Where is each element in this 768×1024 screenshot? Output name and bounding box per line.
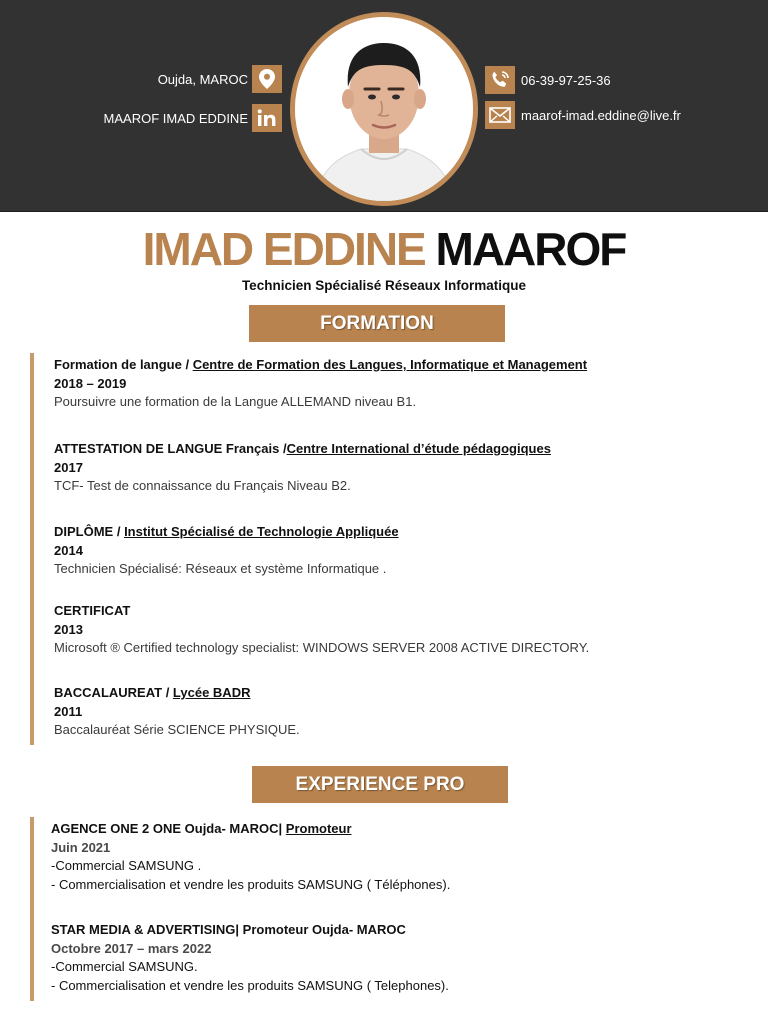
full-name (0, 222, 768, 276)
formation-item (54, 684, 300, 740)
formation-desc: Poursuivre une formation de la Langue ALLEMAND niveau B1. (54, 394, 417, 409)
linkedin-text: MAAROF IMAD EDDINE (103, 110, 248, 126)
linkedin-icon (252, 104, 282, 132)
experience-section-title: EXPERIENCE PRO (252, 766, 508, 803)
experience-date: Octobre 2017 – mars 2022 (51, 940, 212, 956)
formation-desc: Microsoft ® Certified technology specialist: WINDOWS SERVER 2008 ACTIVE DIRECTORY. (54, 640, 590, 655)
last-name: MAAROF (435, 223, 626, 275)
experience-item (51, 820, 450, 894)
formation-date: 2017 (54, 459, 83, 475)
formation-date: 2013 (54, 621, 83, 637)
phone-icon (485, 66, 515, 94)
formation-item (54, 523, 399, 579)
experience-line: -Commercial SAMSUNG . (51, 858, 202, 873)
email-contact (485, 101, 681, 129)
formation-head: DIPLÔME / (54, 524, 125, 539)
formation-desc: Baccalauréat Série SCIENCE PHYSIQUE. (54, 722, 300, 737)
experience-head: STAR MEDIA & ADVERTISING| Promoteur Oujda- MAROC (51, 922, 406, 937)
profile-photo-frame (290, 12, 478, 206)
formation-org: Institut Spécialisé de Technologie Appliquée (124, 524, 399, 539)
formation-section-title: FORMATION (249, 305, 505, 342)
formation-desc: TCF- Test de connaissance du Français Niveau B2. (54, 478, 351, 493)
phone-contact (485, 66, 611, 94)
job-title: Technicien Spécialisé Réseaux Informatique (241, 278, 527, 293)
formation-head: BACCALAUREAT / (54, 685, 173, 700)
experience-line: -Commercial SAMSUNG. (51, 959, 198, 974)
linkedin-contact (104, 104, 282, 132)
email-text[interactable]: maarof-imad.eddine@live.fr (521, 107, 681, 123)
experience-line: - Commercialisation et vendre les produits SAMSUNG ( Telephones). (51, 977, 449, 993)
formation-head: CERTIFICAT (54, 603, 131, 618)
formation-org: Centre International d’étude pédagogiques (286, 441, 551, 456)
experience-role: Promoteur (285, 821, 352, 836)
profile-photo (295, 17, 473, 201)
formation-item (54, 602, 589, 658)
formation-item (54, 356, 587, 412)
formation-timeline-bar (30, 353, 34, 745)
location-pin-icon (252, 65, 282, 93)
first-name: IMAD EDDINE (142, 223, 425, 275)
formation-desc: Technicien Spécialisé: Réseaux et système Informatique . (54, 561, 387, 576)
phone-text[interactable]: 06-39-97-25-36 (521, 72, 611, 88)
envelope-icon (485, 101, 515, 129)
formation-date: 2018 – 2019 (54, 375, 127, 391)
formation-item (54, 440, 551, 496)
header-banner (0, 0, 768, 212)
formation-date: 2014 (54, 542, 83, 558)
experience-date: Juin 2021 (51, 839, 111, 855)
experience-item (51, 921, 449, 995)
formation-date: 2011 (54, 703, 83, 719)
formation-head: ATTESTATION DE LANGUE Français / (54, 441, 287, 456)
experience-head: AGENCE ONE 2 ONE Oujda- MAROC| (51, 821, 286, 836)
experience-timeline-bar (30, 817, 34, 1001)
formation-org: Lycée BADR (172, 685, 251, 700)
experience-line: - Commercialisation et vendre les produits SAMSUNG ( Téléphones). (51, 876, 451, 892)
location-contact (158, 65, 282, 93)
location-text: Oujda, MAROC (157, 71, 248, 87)
formation-head: Formation de langue / (54, 357, 193, 372)
formation-org: Centre de Formation des Langues, Informatique et Management (192, 357, 588, 372)
